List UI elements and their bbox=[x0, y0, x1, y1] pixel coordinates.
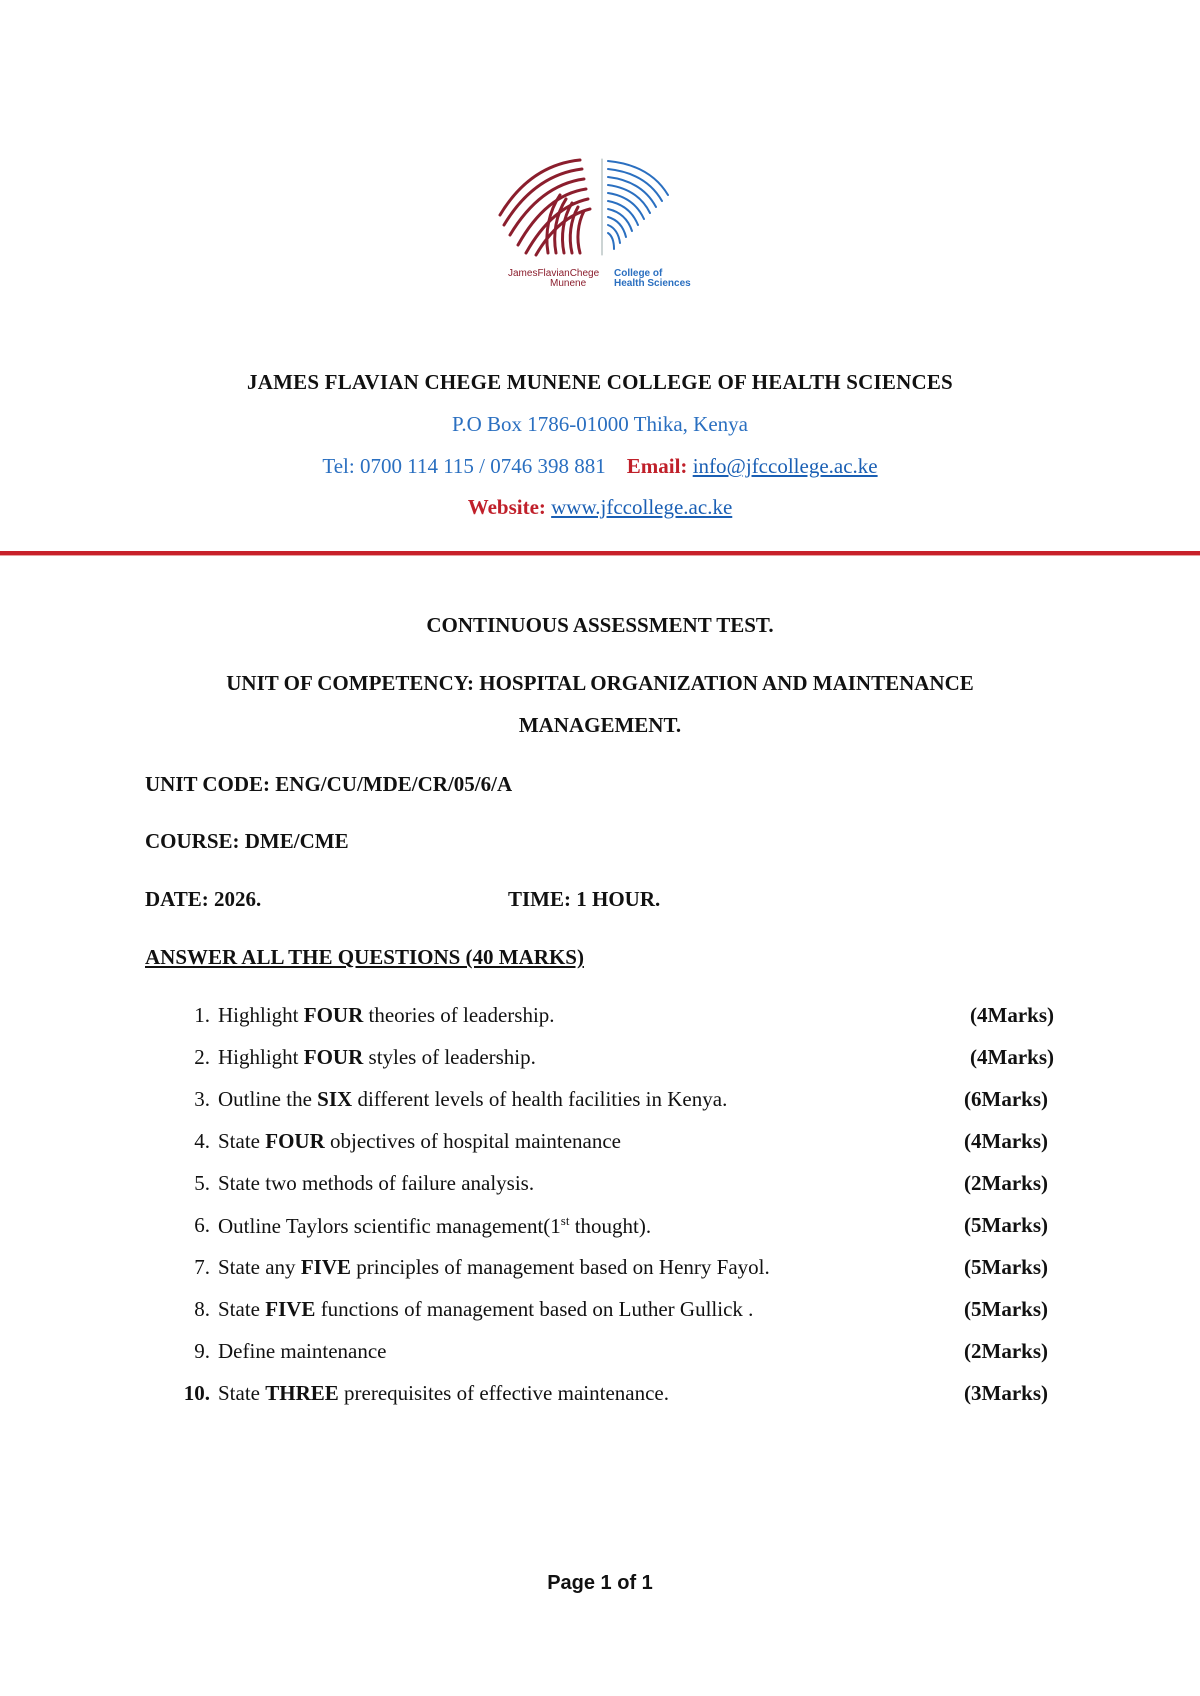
header-divider-shadow bbox=[0, 555, 1200, 556]
question-item bbox=[180, 1339, 1060, 1369]
question-text bbox=[218, 1087, 727, 1112]
question-text-end: objectives of hospital maintenance bbox=[324, 1129, 621, 1153]
question-text bbox=[218, 1129, 621, 1154]
question-emphasis: FOUR bbox=[265, 1129, 325, 1153]
address-line: P.O Box 1786-01000 Thika, Kenya bbox=[452, 412, 748, 436]
question-emphasis: SIX bbox=[317, 1087, 353, 1111]
question-text-start: State any bbox=[218, 1255, 301, 1279]
question-text bbox=[218, 1045, 536, 1070]
question-text bbox=[218, 1003, 555, 1028]
exam-time: TIME: 1 HOUR. bbox=[508, 887, 661, 911]
question-marks: (5Marks) bbox=[964, 1297, 1048, 1321]
question-text-start: Outline Taylors scientific management(1 bbox=[218, 1214, 561, 1238]
question-text bbox=[218, 1339, 387, 1364]
question-number: 4. bbox=[194, 1129, 210, 1153]
email-link[interactable]: info@jfccollege.ac.ke bbox=[692, 454, 878, 478]
question-marks: (6Marks) bbox=[964, 1087, 1048, 1111]
course: COURSE: DME/CME bbox=[145, 829, 349, 853]
instructions: ANSWER ALL THE QUESTIONS (40 MARKS) bbox=[145, 945, 584, 969]
logo-text-left bbox=[508, 269, 599, 289]
question-marks: (2Marks) bbox=[964, 1339, 1048, 1363]
question-item bbox=[180, 1213, 1060, 1243]
question-text-end: thought). bbox=[569, 1214, 652, 1238]
question-text-start: State bbox=[218, 1381, 266, 1405]
question-item bbox=[180, 1087, 1060, 1117]
question-emphasis: FIVE bbox=[265, 1297, 316, 1321]
question-number: 7. bbox=[194, 1255, 210, 1279]
question-marks: (2Marks) bbox=[964, 1171, 1048, 1195]
question-text-start: Highlight bbox=[218, 1045, 304, 1069]
question-item bbox=[180, 1129, 1060, 1159]
question-number: 8. bbox=[194, 1297, 210, 1321]
logo-right-line1: College of bbox=[614, 268, 663, 279]
logo-left-line2: Munene bbox=[550, 278, 587, 289]
question-number: 2. bbox=[194, 1045, 210, 1069]
exam-title: CONTINUOUS ASSESSMENT TEST. bbox=[426, 613, 774, 637]
question-number: 1. bbox=[194, 1003, 210, 1027]
question-item bbox=[180, 1297, 1060, 1327]
college-logo bbox=[490, 155, 720, 295]
question-item bbox=[180, 1381, 1060, 1411]
website-line bbox=[0, 495, 1200, 520]
question-superscript: st bbox=[560, 1213, 570, 1228]
tel-label: Tel: bbox=[322, 454, 355, 478]
question-marks: (5Marks) bbox=[964, 1213, 1048, 1237]
unit-of-competency-line1: UNIT OF COMPETENCY: HOSPITAL ORGANIZATION AND MAINTENANCE bbox=[226, 671, 974, 695]
question-text-start: State two methods of failure analysis. bbox=[218, 1171, 535, 1195]
question-text-end: different levels of health facilities in Kenya. bbox=[352, 1087, 728, 1111]
question-marks: (5Marks) bbox=[964, 1255, 1048, 1279]
question-text-end: functions of management based on Luther Gullick . bbox=[315, 1297, 754, 1321]
exam-date: DATE: 2026. bbox=[145, 887, 262, 911]
unit-code: UNIT CODE: ENG/CU/MDE/CR/05/6/A bbox=[145, 772, 513, 796]
contact-line bbox=[0, 454, 1200, 479]
logo-arcs-icon bbox=[490, 155, 720, 270]
question-number: 10. bbox=[183, 1381, 210, 1405]
question-emphasis: FIVE bbox=[300, 1255, 351, 1279]
question-text bbox=[218, 1381, 669, 1406]
logo-right-line2: Health Sciences bbox=[614, 278, 691, 289]
question-item bbox=[180, 1045, 1060, 1075]
question-text-end: principles of management based on Henry Fayol. bbox=[351, 1255, 770, 1279]
email-label: Email: bbox=[626, 454, 688, 478]
question-text-start: Highlight bbox=[218, 1003, 304, 1027]
page-number: Page 1 of 1 bbox=[547, 1572, 653, 1594]
website-link[interactable]: www.jfccollege.ac.ke bbox=[551, 495, 733, 519]
question-text-start: Define maintenance bbox=[218, 1339, 387, 1363]
question-text bbox=[218, 1297, 753, 1322]
unit-of-competency-line2: MANAGEMENT. bbox=[518, 713, 682, 737]
website-label: Website: bbox=[467, 495, 546, 519]
question-text-start: State bbox=[218, 1297, 266, 1321]
question-item bbox=[180, 1255, 1060, 1285]
question-text bbox=[218, 1171, 534, 1196]
question-text-start: State bbox=[218, 1129, 266, 1153]
question-text bbox=[218, 1213, 651, 1239]
question-number: 3. bbox=[194, 1087, 210, 1111]
question-text bbox=[218, 1255, 770, 1280]
question-marks: (4Marks) bbox=[970, 1003, 1054, 1027]
question-emphasis: THREE bbox=[265, 1381, 339, 1405]
logo-text-right bbox=[614, 269, 691, 289]
question-marks: (4Marks) bbox=[964, 1129, 1048, 1153]
logo-left-line1: JamesFlavianChege bbox=[508, 268, 600, 279]
question-marks: (3Marks) bbox=[964, 1381, 1048, 1405]
question-item bbox=[180, 1171, 1060, 1201]
question-emphasis: FOUR bbox=[303, 1003, 364, 1027]
question-number: 9. bbox=[194, 1339, 210, 1363]
question-number: 6. bbox=[194, 1213, 210, 1237]
tel-value: 0700 114 115 / 0746 398 881 bbox=[359, 454, 606, 478]
question-emphasis: FOUR bbox=[303, 1045, 364, 1069]
question-text-end: styles of leadership. bbox=[363, 1045, 536, 1069]
question-text-start: Outline the bbox=[218, 1087, 318, 1111]
question-marks: (4Marks) bbox=[970, 1045, 1054, 1069]
question-item bbox=[180, 1003, 1060, 1033]
question-text-end: prerequisites of effective maintenance. bbox=[338, 1381, 669, 1405]
question-text-end: theories of leadership. bbox=[363, 1003, 555, 1027]
question-number: 5. bbox=[194, 1171, 210, 1195]
institution-name: JAMES FLAVIAN CHEGE MUNENE COLLEGE OF HEALTH SCIENCES bbox=[247, 370, 953, 394]
